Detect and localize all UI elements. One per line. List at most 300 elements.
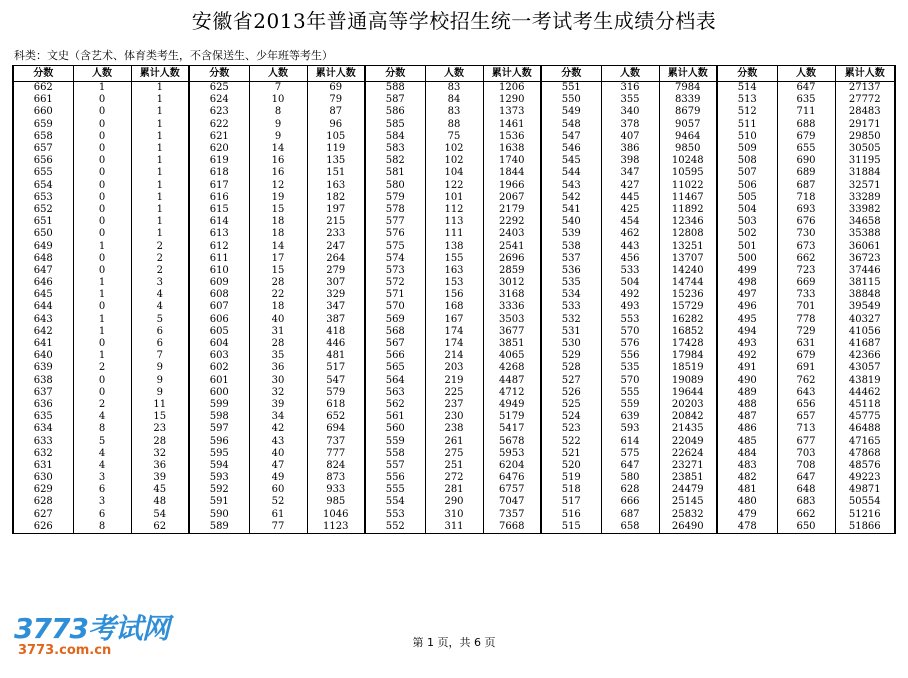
- table-cell: 4712: [483, 387, 541, 399]
- table-cell: 657: [13, 143, 73, 155]
- table-cell: 20842: [659, 411, 717, 423]
- table-cell: 23271: [659, 460, 717, 472]
- table-cell: 570: [601, 326, 659, 338]
- table-cell: 1: [131, 204, 189, 216]
- table-cell: 589: [189, 521, 249, 534]
- table-row: [13, 314, 895, 326]
- table-cell: 480: [717, 496, 777, 508]
- table-cell: 45: [131, 484, 189, 496]
- table-cell: 600: [189, 387, 249, 399]
- table-cell: 9: [131, 362, 189, 374]
- subject-category: 科类：文史（含艺术、体育类考生，不含保送生、少年班等考生）: [14, 49, 333, 62]
- table-row: [13, 277, 895, 289]
- table-cell: 708: [777, 460, 835, 472]
- table-cell: 503: [717, 216, 777, 228]
- table-cell: 512: [717, 106, 777, 118]
- table-cell: 112: [425, 204, 483, 216]
- table-cell: 507: [717, 167, 777, 179]
- table-row: [13, 460, 895, 472]
- table-cell: 679: [777, 131, 835, 143]
- table-cell: 378: [601, 119, 659, 131]
- table-cell: 8: [73, 521, 131, 534]
- table-cell: 272: [425, 472, 483, 484]
- table-cell: 554: [365, 496, 425, 508]
- table-cell: 4065: [483, 350, 541, 362]
- table-cell: 0: [73, 265, 131, 277]
- column-header: 分数: [717, 66, 777, 82]
- table-cell: 311: [425, 521, 483, 534]
- table-cell: 505: [717, 192, 777, 204]
- table-cell: 1: [131, 228, 189, 240]
- table-cell: 620: [189, 143, 249, 155]
- table-cell: 60: [249, 484, 307, 496]
- table-cell: 7357: [483, 509, 541, 521]
- table-cell: 524: [541, 411, 601, 423]
- table-cell: 558: [365, 448, 425, 460]
- table-cell: 559: [365, 435, 425, 447]
- table-cell: 648: [13, 253, 73, 265]
- table-cell: 197: [307, 204, 365, 216]
- table-cell: 605: [189, 326, 249, 338]
- table-cell: 522: [541, 435, 601, 447]
- table-cell: 88: [425, 119, 483, 131]
- table-cell: 495: [717, 314, 777, 326]
- table-cell: 611: [189, 253, 249, 265]
- table-cell: 0: [73, 131, 131, 143]
- table-cell: 701: [777, 301, 835, 313]
- table-cell: 687: [601, 509, 659, 521]
- table-cell: 163: [307, 180, 365, 192]
- table-row: [13, 119, 895, 131]
- table-cell: 43: [249, 435, 307, 447]
- table-cell: 5: [73, 435, 131, 447]
- table-row: [13, 423, 895, 435]
- table-cell: 0: [73, 167, 131, 179]
- column-header: 分数: [365, 66, 425, 82]
- column-header: 累计人数: [307, 66, 365, 82]
- table-cell: 5417: [483, 423, 541, 435]
- table-cell: 156: [425, 289, 483, 301]
- table-cell: 1: [131, 131, 189, 143]
- table-cell: 577: [365, 216, 425, 228]
- table-cell: 533: [541, 301, 601, 313]
- table-cell: 631: [13, 460, 73, 472]
- table-cell: 5953: [483, 448, 541, 460]
- table-cell: 4: [73, 448, 131, 460]
- table-cell: 581: [365, 167, 425, 179]
- column-header: 人数: [73, 66, 131, 82]
- table-cell: 3851: [483, 338, 541, 350]
- table-cell: 491: [717, 362, 777, 374]
- table-cell: 544: [541, 167, 601, 179]
- table-cell: 10: [249, 94, 307, 106]
- table-cell: 762: [777, 375, 835, 387]
- table-cell: 557: [365, 460, 425, 472]
- table-cell: 427: [601, 180, 659, 192]
- table-cell: 652: [307, 411, 365, 423]
- table-cell: 535: [601, 362, 659, 374]
- table-cell: 540: [541, 216, 601, 228]
- table-cell: 0: [73, 143, 131, 155]
- table-cell: 163: [425, 265, 483, 277]
- table-cell: 662: [13, 82, 73, 95]
- table-cell: 6: [131, 326, 189, 338]
- table-cell: 83: [425, 106, 483, 118]
- table-cell: 8339: [659, 94, 717, 106]
- table-row: [13, 387, 895, 399]
- table-cell: 582: [365, 155, 425, 167]
- table-cell: 214: [425, 350, 483, 362]
- table-cell: 7: [131, 350, 189, 362]
- table-cell: 555: [365, 484, 425, 496]
- column-header: 累计人数: [483, 66, 541, 82]
- table-cell: 1966: [483, 180, 541, 192]
- table-cell: 650: [777, 521, 835, 534]
- table-cell: 584: [365, 131, 425, 143]
- table-cell: 547: [541, 131, 601, 143]
- table-cell: 536: [541, 265, 601, 277]
- table-cell: 42: [249, 423, 307, 435]
- column-header: 分数: [13, 66, 73, 82]
- table-cell: 562: [365, 399, 425, 411]
- table-cell: 703: [777, 448, 835, 460]
- table-cell: 41056: [835, 326, 895, 338]
- table-cell: 24479: [659, 484, 717, 496]
- table-cell: 613: [189, 228, 249, 240]
- table-cell: 628: [13, 496, 73, 508]
- table-cell: 31: [249, 326, 307, 338]
- table-cell: 36061: [835, 240, 895, 252]
- table-cell: 49223: [835, 472, 895, 484]
- table-cell: 1: [73, 240, 131, 252]
- table-cell: 586: [365, 106, 425, 118]
- table-cell: 1206: [483, 82, 541, 95]
- table-cell: 83: [425, 82, 483, 95]
- table-cell: 560: [365, 423, 425, 435]
- table-cell: 1: [73, 314, 131, 326]
- table-cell: 546: [541, 143, 601, 155]
- table-cell: 10248: [659, 155, 717, 167]
- table-cell: 7: [249, 82, 307, 95]
- table-cell: 517: [541, 496, 601, 508]
- table-cell: 0: [73, 94, 131, 106]
- table-cell: 51866: [835, 521, 895, 534]
- table-cell: 516: [541, 509, 601, 521]
- table-cell: 623: [189, 106, 249, 118]
- table-row: [13, 350, 895, 362]
- table-cell: 531: [541, 326, 601, 338]
- table-cell: 617: [189, 180, 249, 192]
- table-cell: 35: [249, 350, 307, 362]
- table-cell: 6: [73, 509, 131, 521]
- table-cell: 653: [13, 192, 73, 204]
- table-cell: 662: [777, 509, 835, 521]
- table-cell: 111: [425, 228, 483, 240]
- table-cell: 526: [541, 387, 601, 399]
- table-cell: 553: [365, 509, 425, 521]
- table-cell: 49: [249, 472, 307, 484]
- table-cell: 39549: [835, 301, 895, 313]
- table-cell: 657: [777, 411, 835, 423]
- table-row: [13, 240, 895, 252]
- table-cell: 75: [425, 131, 483, 143]
- table-cell: 624: [189, 94, 249, 106]
- table-cell: 355: [601, 94, 659, 106]
- table-cell: 398: [601, 155, 659, 167]
- table-cell: 824: [307, 460, 365, 472]
- table-cell: 0: [73, 204, 131, 216]
- table-cell: 532: [541, 314, 601, 326]
- table-cell: 102: [425, 143, 483, 155]
- table-cell: 12808: [659, 228, 717, 240]
- table-cell: 1373: [483, 106, 541, 118]
- table-cell: 233: [307, 228, 365, 240]
- table-cell: 1844: [483, 167, 541, 179]
- table-cell: 627: [13, 509, 73, 521]
- table-cell: 625: [189, 82, 249, 95]
- table-row: [13, 131, 895, 143]
- table-cell: 556: [601, 350, 659, 362]
- table-cell: 634: [13, 423, 73, 435]
- table-cell: 37446: [835, 265, 895, 277]
- table-cell: 9: [249, 131, 307, 143]
- table-cell: 3168: [483, 289, 541, 301]
- table-cell: 618: [189, 167, 249, 179]
- table-cell: 647: [601, 460, 659, 472]
- table-cell: 511: [717, 119, 777, 131]
- table-cell: 578: [365, 204, 425, 216]
- table-cell: 9: [131, 387, 189, 399]
- table-cell: 347: [307, 301, 365, 313]
- table-cell: 561: [365, 411, 425, 423]
- table-cell: 1046: [307, 509, 365, 521]
- table-cell: 347: [601, 167, 659, 179]
- table-cell: 31195: [835, 155, 895, 167]
- table-cell: 203: [425, 362, 483, 374]
- table-cell: 34658: [835, 216, 895, 228]
- table-cell: 568: [365, 326, 425, 338]
- table-cell: 32: [131, 448, 189, 460]
- table-cell: 10595: [659, 167, 717, 179]
- table-cell: 580: [365, 180, 425, 192]
- table-cell: 508: [717, 155, 777, 167]
- table-cell: 168: [425, 301, 483, 313]
- table-cell: 641: [13, 338, 73, 350]
- table-cell: 494: [717, 326, 777, 338]
- table-cell: 135: [307, 155, 365, 167]
- table-cell: 597: [189, 423, 249, 435]
- table-row: [13, 265, 895, 277]
- table-cell: 638: [13, 375, 73, 387]
- table-cell: 643: [13, 314, 73, 326]
- table-row: [13, 521, 895, 534]
- table-cell: 633: [13, 435, 73, 447]
- table-cell: 591: [189, 496, 249, 508]
- table-cell: 17984: [659, 350, 717, 362]
- table-cell: 778: [777, 314, 835, 326]
- table-cell: 549: [541, 106, 601, 118]
- table-cell: 54: [131, 509, 189, 521]
- table-cell: 1: [73, 82, 131, 95]
- table-cell: 48576: [835, 460, 895, 472]
- table-cell: 44462: [835, 387, 895, 399]
- table-cell: 9057: [659, 119, 717, 131]
- table-cell: 4268: [483, 362, 541, 374]
- table-cell: 7984: [659, 82, 717, 95]
- table-cell: 608: [189, 289, 249, 301]
- table-cell: 593: [601, 423, 659, 435]
- table-cell: 46488: [835, 423, 895, 435]
- table-cell: 61: [249, 509, 307, 521]
- table-row: [13, 448, 895, 460]
- table-cell: 655: [777, 143, 835, 155]
- table-cell: 15: [131, 411, 189, 423]
- table-cell: 628: [601, 484, 659, 496]
- table-cell: 2859: [483, 265, 541, 277]
- column-header: 分数: [541, 66, 601, 82]
- table-cell: 489: [717, 387, 777, 399]
- table-cell: 456: [601, 253, 659, 265]
- table-cell: 629: [13, 484, 73, 496]
- table-cell: 9464: [659, 131, 717, 143]
- table-cell: 575: [365, 240, 425, 252]
- table-cell: 15: [249, 265, 307, 277]
- table-cell: 644: [13, 301, 73, 313]
- table-cell: 576: [601, 338, 659, 350]
- table-cell: 534: [541, 289, 601, 301]
- table-cell: 16: [249, 167, 307, 179]
- table-cell: 777: [307, 448, 365, 460]
- table-cell: 151: [307, 167, 365, 179]
- table-cell: 6: [73, 484, 131, 496]
- table-cell: 579: [365, 192, 425, 204]
- table-cell: 488: [717, 399, 777, 411]
- table-cell: 492: [601, 289, 659, 301]
- table-cell: 645: [13, 289, 73, 301]
- table-cell: 45775: [835, 411, 895, 423]
- table-cell: 486: [717, 423, 777, 435]
- table-cell: 570: [601, 375, 659, 387]
- table-cell: 47165: [835, 435, 895, 447]
- column-header: 人数: [601, 66, 659, 82]
- table-cell: 79: [307, 94, 365, 106]
- table-cell: 587: [365, 94, 425, 106]
- table-cell: 1: [131, 94, 189, 106]
- table-cell: 15236: [659, 289, 717, 301]
- table-cell: 5179: [483, 411, 541, 423]
- table-cell: 2696: [483, 253, 541, 265]
- table-cell: 237: [425, 399, 483, 411]
- table-row: [13, 399, 895, 411]
- table-cell: 635: [777, 94, 835, 106]
- table-cell: 219: [425, 375, 483, 387]
- table-cell: 18: [249, 228, 307, 240]
- table-cell: 519: [541, 472, 601, 484]
- table-cell: 649: [13, 240, 73, 252]
- watermark-url: 3773.com.cn: [18, 643, 112, 658]
- table-cell: 8679: [659, 106, 717, 118]
- table-cell: 275: [425, 448, 483, 460]
- table-cell: 1461: [483, 119, 541, 131]
- table-cell: 29850: [835, 131, 895, 143]
- table-cell: 41687: [835, 338, 895, 350]
- table-cell: 985: [307, 496, 365, 508]
- table-cell: 0: [73, 253, 131, 265]
- table-cell: 723: [777, 265, 835, 277]
- table-row: [13, 289, 895, 301]
- table-body: [13, 82, 895, 534]
- score-distribution-table: [12, 65, 896, 534]
- table-row: [13, 167, 895, 179]
- table-cell: 592: [189, 484, 249, 496]
- table-cell: 28483: [835, 106, 895, 118]
- table-cell: 487: [717, 411, 777, 423]
- table-cell: 32571: [835, 180, 895, 192]
- table-cell: 119: [307, 143, 365, 155]
- table-cell: 50554: [835, 496, 895, 508]
- table-cell: 542: [541, 192, 601, 204]
- table-cell: 484: [717, 448, 777, 460]
- column-header: 累计人数: [659, 66, 717, 82]
- table-cell: 4: [131, 289, 189, 301]
- table-cell: 576: [365, 228, 425, 240]
- table-cell: 570: [365, 301, 425, 313]
- table-cell: 21435: [659, 423, 717, 435]
- table-cell: 504: [717, 204, 777, 216]
- column-header: 人数: [777, 66, 835, 82]
- table-cell: 14: [249, 143, 307, 155]
- table-cell: 425: [601, 204, 659, 216]
- table-cell: 11022: [659, 180, 717, 192]
- table-cell: 713: [777, 423, 835, 435]
- table-cell: 673: [777, 240, 835, 252]
- table-cell: 515: [541, 521, 601, 534]
- table-cell: 386: [601, 143, 659, 155]
- table-cell: 0: [73, 119, 131, 131]
- table-cell: 8: [249, 106, 307, 118]
- table-cell: 564: [365, 375, 425, 387]
- table-cell: 22624: [659, 448, 717, 460]
- table-cell: 711: [777, 106, 835, 118]
- table-cell: 545: [541, 155, 601, 167]
- table-row: [13, 509, 895, 521]
- table-row: [13, 216, 895, 228]
- table-cell: 9: [131, 375, 189, 387]
- table-cell: 230: [425, 411, 483, 423]
- table-cell: 36: [249, 362, 307, 374]
- table-cell: 39: [131, 472, 189, 484]
- table-cell: 687: [777, 180, 835, 192]
- table-cell: 9850: [659, 143, 717, 155]
- table-cell: 492: [717, 350, 777, 362]
- table-cell: 567: [365, 338, 425, 350]
- table-row: [13, 484, 895, 496]
- table-cell: 639: [13, 362, 73, 374]
- table-cell: 13707: [659, 253, 717, 265]
- column-header: 分数: [189, 66, 249, 82]
- table-cell: 533: [601, 265, 659, 277]
- table-cell: 693: [777, 204, 835, 216]
- table-cell: 640: [13, 350, 73, 362]
- table-cell: 579: [307, 387, 365, 399]
- table-cell: 32: [249, 387, 307, 399]
- table-cell: 485: [717, 435, 777, 447]
- table-cell: 662: [777, 253, 835, 265]
- table-cell: 33982: [835, 204, 895, 216]
- table-cell: 543: [541, 180, 601, 192]
- table-cell: 566: [365, 350, 425, 362]
- table-cell: 642: [13, 326, 73, 338]
